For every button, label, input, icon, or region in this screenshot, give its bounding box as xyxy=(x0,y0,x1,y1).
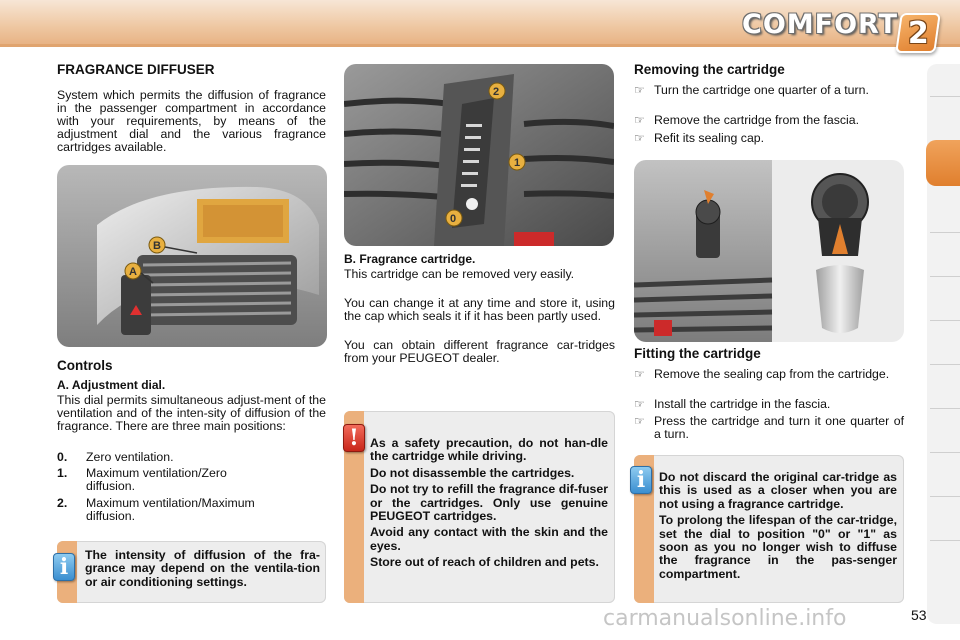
cartridge-removal-photo xyxy=(634,160,904,342)
position-number: 0. xyxy=(57,450,68,464)
info-notice-text xyxy=(85,549,320,592)
fitting-step xyxy=(634,398,904,411)
chapter-tab[interactable] xyxy=(930,540,960,541)
chapter-tab[interactable] xyxy=(930,364,960,365)
warning-line: Do not try to refill the fragrance dif-fuser or the cartridges. Only use genuine PEUGEOT cartridges. xyxy=(370,482,608,524)
header-rule xyxy=(0,44,960,47)
pointing-hand-icon: ☞ xyxy=(634,113,645,127)
removing-step xyxy=(634,84,904,97)
chapter-tab-active[interactable] xyxy=(926,140,960,186)
position-text: Zero ventilation. xyxy=(86,450,174,464)
pointing-hand-icon: ☞ xyxy=(634,367,645,381)
chapter-number-badge xyxy=(895,13,941,53)
dial-label-1: 1 xyxy=(514,157,521,169)
fitting-step xyxy=(634,368,904,381)
info-notice-line: To prolong the lifespan of the car-tridge, set the dial to position "0" or "1" as soon as you no longer wish to diffuse the fragrance in the pas-senger compartment. xyxy=(659,513,897,581)
chapter-tab[interactable] xyxy=(930,232,960,233)
dial-label-0: 0 xyxy=(450,213,457,225)
chapter-tab[interactable] xyxy=(930,96,960,97)
info-notice-line: The intensity of diffusion of the fra-grance may depend on the ventila-tion or air conditioning settings. xyxy=(85,548,320,589)
chapter-tab[interactable] xyxy=(930,452,960,453)
warning-notice xyxy=(344,411,615,603)
removing-heading: Removing the cartridge xyxy=(634,62,785,77)
page-number: 53 xyxy=(911,607,927,623)
position-text: Maximum ventilation/Maximum diffusion. xyxy=(86,496,255,523)
removing-step-text: Turn the cartridge one quarter of a turn. xyxy=(654,83,869,97)
cartridge-paragraph: You can change it at any time and store it, using the cap which seals it if it has been partly used. xyxy=(344,296,615,323)
dial-closeup-photo xyxy=(344,64,614,246)
removing-step xyxy=(634,114,904,127)
fitting-step xyxy=(634,415,904,441)
chapter-tab[interactable] xyxy=(930,408,960,409)
info-icon: i xyxy=(630,466,652,494)
position-number: 1. xyxy=(57,466,68,480)
section-title: FRAGRANCE DIFFUSER xyxy=(57,62,215,77)
pointing-hand-icon: ☞ xyxy=(634,131,645,145)
position-item xyxy=(57,467,326,493)
dial-label-2: 2 xyxy=(493,86,500,98)
cartridge-paragraph: You can obtain different fragrance car-tridges from your PEUGEOT dealer. xyxy=(344,338,615,365)
info-notice-line: Do not discard the original car-tridge as this is used as a closer when you are not using a fragrance cartridge. xyxy=(659,470,897,511)
removing-step xyxy=(634,132,904,145)
info-notice-right-text xyxy=(659,471,897,584)
warning-notice-text xyxy=(370,437,608,573)
warning-line: Store out of reach of children and pets. xyxy=(370,555,599,570)
fitting-heading: Fitting the cartridge xyxy=(634,346,761,361)
adjustment-dial-heading: A. Adjustment dial. xyxy=(57,378,166,392)
adjustment-dial-text: This dial permits simultaneous adjust-ment of the ventilation and of the inten-sity of diffusion of the fragrance. There are three main positions: xyxy=(57,393,326,433)
chapter-number: 2 xyxy=(907,15,929,51)
dashboard-photo xyxy=(57,165,327,347)
pointing-hand-icon: ☞ xyxy=(634,83,645,97)
chapter-tab[interactable] xyxy=(930,496,960,497)
fitting-step-text: Press the cartridge and turn it one quarter of a turn. xyxy=(654,414,904,441)
warning-line: Avoid any contact with the skin and the eyes. xyxy=(370,525,608,553)
pointing-hand-icon: ☞ xyxy=(634,397,645,411)
position-item xyxy=(57,451,326,464)
cartridge-paragraph: This cartridge can be removed very easily. xyxy=(344,267,575,281)
callout-a-label: A xyxy=(129,266,137,278)
info-notice-left xyxy=(57,541,326,603)
cartridge-heading: B. Fragrance cartridge. xyxy=(344,252,476,266)
watermark: carmanualsonline.info xyxy=(603,606,847,631)
intro-paragraph: System which permits the diffusion of fragrance in the passenger compartment in accordance with your requirements, by means of the adjustment dial and the various fragrance cartridges available. xyxy=(57,88,326,154)
chapter-title: COMFORT xyxy=(742,9,899,40)
chapter-tab[interactable] xyxy=(930,276,960,277)
position-item xyxy=(57,497,326,523)
controls-heading: Controls xyxy=(57,358,113,373)
cartridge-illustration xyxy=(634,160,904,342)
info-icon: i xyxy=(53,553,75,581)
chapter-tab[interactable] xyxy=(930,320,960,321)
warning-line: Do not disassemble the cartridges. xyxy=(370,465,575,480)
dashboard-illustration xyxy=(57,165,327,347)
removing-step-text: Refit its sealing cap. xyxy=(654,131,765,145)
warning-line: As a safety precaution, do not han-dle the cartridge while driving. xyxy=(370,436,608,464)
fitting-step-text: Remove the sealing cap from the cartridge. xyxy=(654,367,890,381)
warning-icon: ! xyxy=(343,424,365,452)
callout-b-label: B xyxy=(153,240,161,252)
fitting-step-text: Install the cartridge in the fascia. xyxy=(654,397,831,411)
dial-illustration xyxy=(344,64,614,246)
removing-step-text: Remove the cartridge from the fascia. xyxy=(654,113,860,127)
position-text: Maximum ventilation/Zero diffusion. xyxy=(86,466,227,493)
position-number: 2. xyxy=(57,496,68,510)
pointing-hand-icon: ☞ xyxy=(634,414,645,428)
info-notice-right xyxy=(634,455,904,603)
